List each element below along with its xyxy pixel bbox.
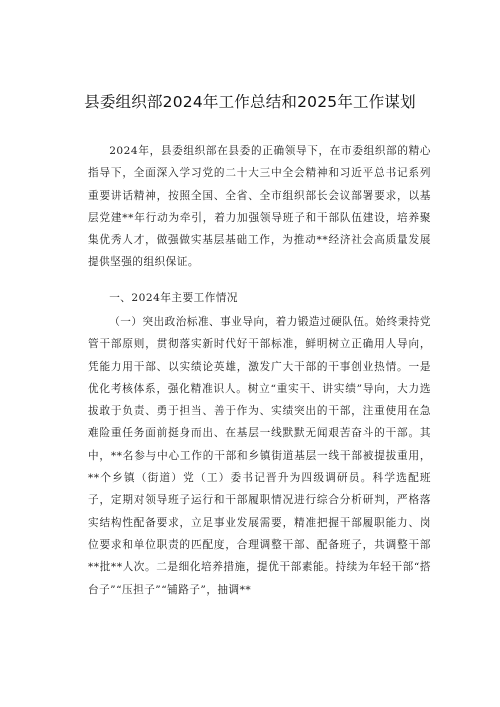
section-paragraph: （一）突出政治标准、事业导向，着力锻造过硬队伍。始终秉持党管干部原则，贯彻落实新时代好干部标准，鲜明树立正确用人导向，凭能力用干部、以实绩论英雄，激发广大干部的干事创业热情。一是优化考核体系，强化精准识人。树立“重实干、讲实绩”导向，大力选拔敢于负责、勇于担当、善于作为、实绩突出的干部，注重使用在急难险重任务面前挺身而出、在基层一线默默无闻艰苦奋斗的干部。其中，**名参与中心工作的干部和乡镇街道基层一线干部被提拔重用，**个乡镇（街道）党（工）委书记晋升为四级调研员。科学选配班子，定期对领导班子运行和干部履职情况进行综合分析研判，严格落实结构性配备要求，立足事业发展需要，精准把握干部履职能力、岗位要求和单位职责的匹配度，合理调整干部、配备班子，共调整干部**批**人次。二是细化培养措施，提优干部素能。持续为年轻干部“搭台子”“压担子”“铺路子”，抽调** (88, 316, 431, 596)
intro-paragraph: 2024年，县委组织部在县委的正确领导下，在市委组织部的精心指导下，全面深入学习党的二十大三中全会精神和习近平总书记系列重要讲话精神，按照全国、全省、全市组织部长会议部署要求，以基层党建**年行动为牵引，着力加强领导班子和干部队伍建设，培养聚集优秀人才，做强做实基层基础工作，为推动**经济社会高质量发展提供坚强的组织保证。 (88, 145, 431, 269)
document-title: 县委组织部2024年工作总结和2025年工作谋划 (84, 93, 416, 111)
section-heading: 一、2024年主要工作情况 (109, 292, 238, 304)
